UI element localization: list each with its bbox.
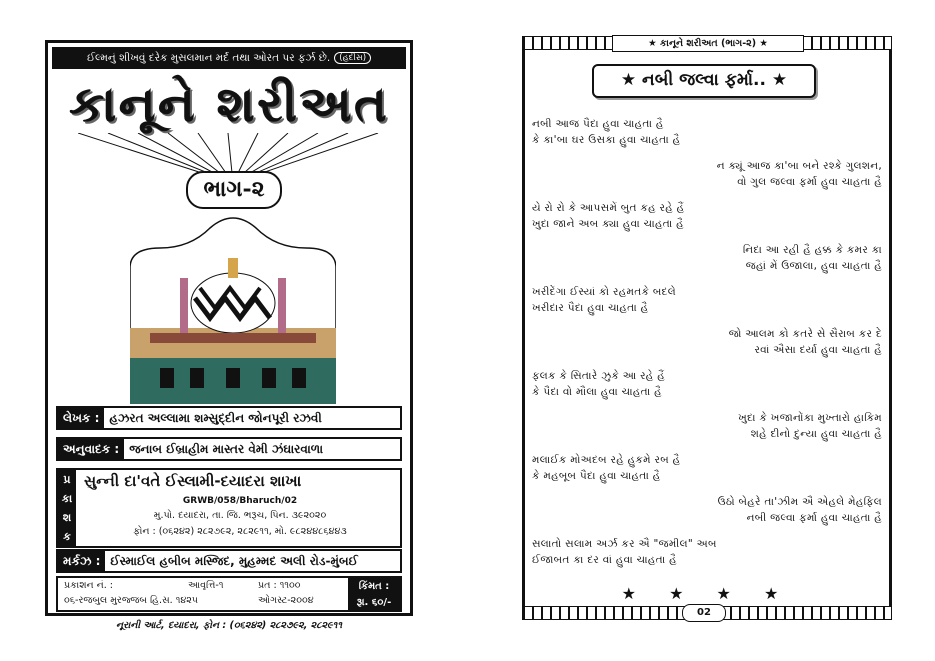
markaz-address: ઈસ્માઈલ હબીબ મસ્જિદ, મુહમ્મદ અલી રોડ-મુંબઈ	[110, 553, 358, 568]
edition: આવૃત્તિ-૧	[188, 580, 224, 591]
side-char: કા	[61, 491, 73, 505]
author-row	[56, 406, 402, 430]
publisher-code: GRWB/058/Bharuch/02	[182, 496, 298, 506]
poem-line: ખરીદેંગા ઈસ્યાં કો રહમતકે બદલે	[532, 286, 676, 298]
markaz-row	[56, 549, 402, 573]
author-name: હઝરત અલ્લામા શમ્સુદ્દીન જોનપૂરી રઝવી	[109, 410, 322, 425]
publisher-name: સુન્ની દા'વતે ઈસ્લામી-દયાદરા શાખા	[84, 472, 302, 490]
translator-tag: અનુવાદક :	[58, 439, 124, 459]
poem-line: જહાં મેં ઉજાલા, હુવા ચાહતા હૈ	[745, 260, 882, 272]
book-title: કાનૂને શરીઅત	[68, 74, 390, 133]
poem-line: નિદા આ રહી હૈ હક્ક કે કમર કા	[742, 244, 882, 256]
publisher-side-label	[58, 470, 76, 546]
poem-line: કે પૈદા વો મૌલા હુવા ચાહતા હૈ	[532, 386, 662, 398]
poem-line: સલાતો સલામ અર્ઝ કર ઐ "જમીલ" અબ	[532, 538, 717, 550]
hadith-banner	[52, 47, 406, 69]
poem-line: ખુદા જાને અબ ક્યા હુવા ચાહતા હૈ	[532, 218, 684, 230]
price-box	[348, 578, 400, 610]
poem-line: શહે દીનો દુન્યા હુવા ચાહતા હૈ	[750, 428, 882, 440]
publisher-phone: ફોન : (૦૬૨૪૨) ૨૮૨૭૯૨, ૨૮૨૯૧૧, મો. ૯૮૨૪૪૮૬૪૪૩	[133, 526, 347, 537]
edition-info	[56, 576, 402, 612]
poem-line: મલાઈક મોઅદબ રહે હુકમે રબ હૈ	[532, 454, 681, 466]
poem-page	[522, 36, 892, 620]
poem-line: વો ગુલ જલ્વા ફર્મા હુવા ચાહતા હૈ	[737, 176, 882, 188]
poem-line: ન ક્યૂં આજ કા'બા બને રશ્કે ગુલશન,	[716, 160, 882, 172]
poem-line: રવાં ઐસા દર્યા હુવા ચાહતા હૈ	[754, 344, 882, 356]
decorative-border-left	[522, 50, 525, 606]
poem-line: કે કા'બા ઘર ઉસકા હુવા ચાહતા હૈ	[532, 134, 681, 146]
date-hijri: ૦૬-રજબુલ મુરજ્જબ હિ.સ. ૧૪૨૫	[64, 595, 199, 606]
author-tag: લેખક :	[58, 408, 104, 428]
printer-credit: નૂરાની આર્ટ, દયાદરા, ફોન : (૦૬૨૪૨) ૨૮૨૭૯૨, ૨૮૨૯૧૧	[116, 620, 342, 631]
running-header: ★ કાનૂને શરીઅત (ભાગ-૨) ★	[612, 35, 804, 52]
translator-name: જનાબ ઈબ્રાહીમ માસ્તર વેમી ઝંઘારવાળા	[129, 441, 324, 456]
poem-line: જો આલમ કો કતરે સે સૈરાબ કર દે	[728, 328, 882, 340]
book-part: ભાગ-૨	[186, 171, 282, 209]
edition-no-label: પ્રકાશન નં. :	[64, 580, 113, 591]
hadith-tag: (હદીસ)	[334, 52, 371, 64]
poem-line: યે રો રો કે આપસમેં બુત કહ રહે હૈં	[532, 202, 685, 214]
poem-line: નબી આજ પૈદા હુવા ચાહતા હૈ	[532, 118, 664, 130]
translator-row	[56, 437, 402, 461]
poem-line: ઈજાબત કા દર વાં હુવા ચાહતા હૈ	[532, 554, 677, 566]
poem-line: ફલક કે સિતારે ઝુકે આ રહે હૈં	[532, 370, 665, 382]
price-value: રૂા. ૬૦/-	[356, 596, 392, 608]
closing-stars: ★ ★ ★ ★	[621, 584, 793, 603]
date: ઓગસ્ટ-૨૦૦૪	[258, 595, 314, 606]
publisher-address: મુ.પો. દયાદરા, તા. જિ. ભરૂચ, પિન. ૩૯૨૦૨૦	[153, 510, 327, 521]
side-char: ક	[63, 529, 71, 543]
decorative-border-right	[889, 50, 892, 606]
publisher-box	[56, 468, 402, 548]
mosque-image	[130, 208, 336, 404]
poem-line: નબી જલ્વા ફર્મા હુવા ચાહતા હૈ	[746, 512, 882, 524]
poem-line: ખુદા કે ખજાનોંકા મુખ્તારો હાકિમ	[738, 412, 882, 424]
side-char: શ	[62, 510, 72, 524]
poem-line: કે મહબૂબ પૈદા હુવા ચાહતા હૈ	[532, 470, 661, 482]
page-number: 02	[682, 604, 726, 622]
markaz-tag: મર્કઝ :	[58, 551, 105, 571]
poem-line: ખરીદાર પૈદા હુવા ચાહતા હૈ	[532, 302, 649, 314]
poem-title: ★ નબી જલ્વા ફર્મા.. ★	[592, 64, 816, 98]
copies: પ્રત : ૧૧૦૦	[258, 580, 301, 591]
price-label: કિંમત :	[358, 580, 390, 592]
hadith-text: ઈલ્મનું શીખવું દરેક મુસલમાન મર્દ તથા ઓરત પર ફર્ઝ છે.	[86, 51, 331, 64]
side-char: પ્ર	[63, 472, 71, 486]
cover-page	[45, 40, 413, 616]
poem-line: ઉઠો બેહરે તા'ઝીમ ઐ એહલે મેહફિલ	[717, 496, 882, 508]
